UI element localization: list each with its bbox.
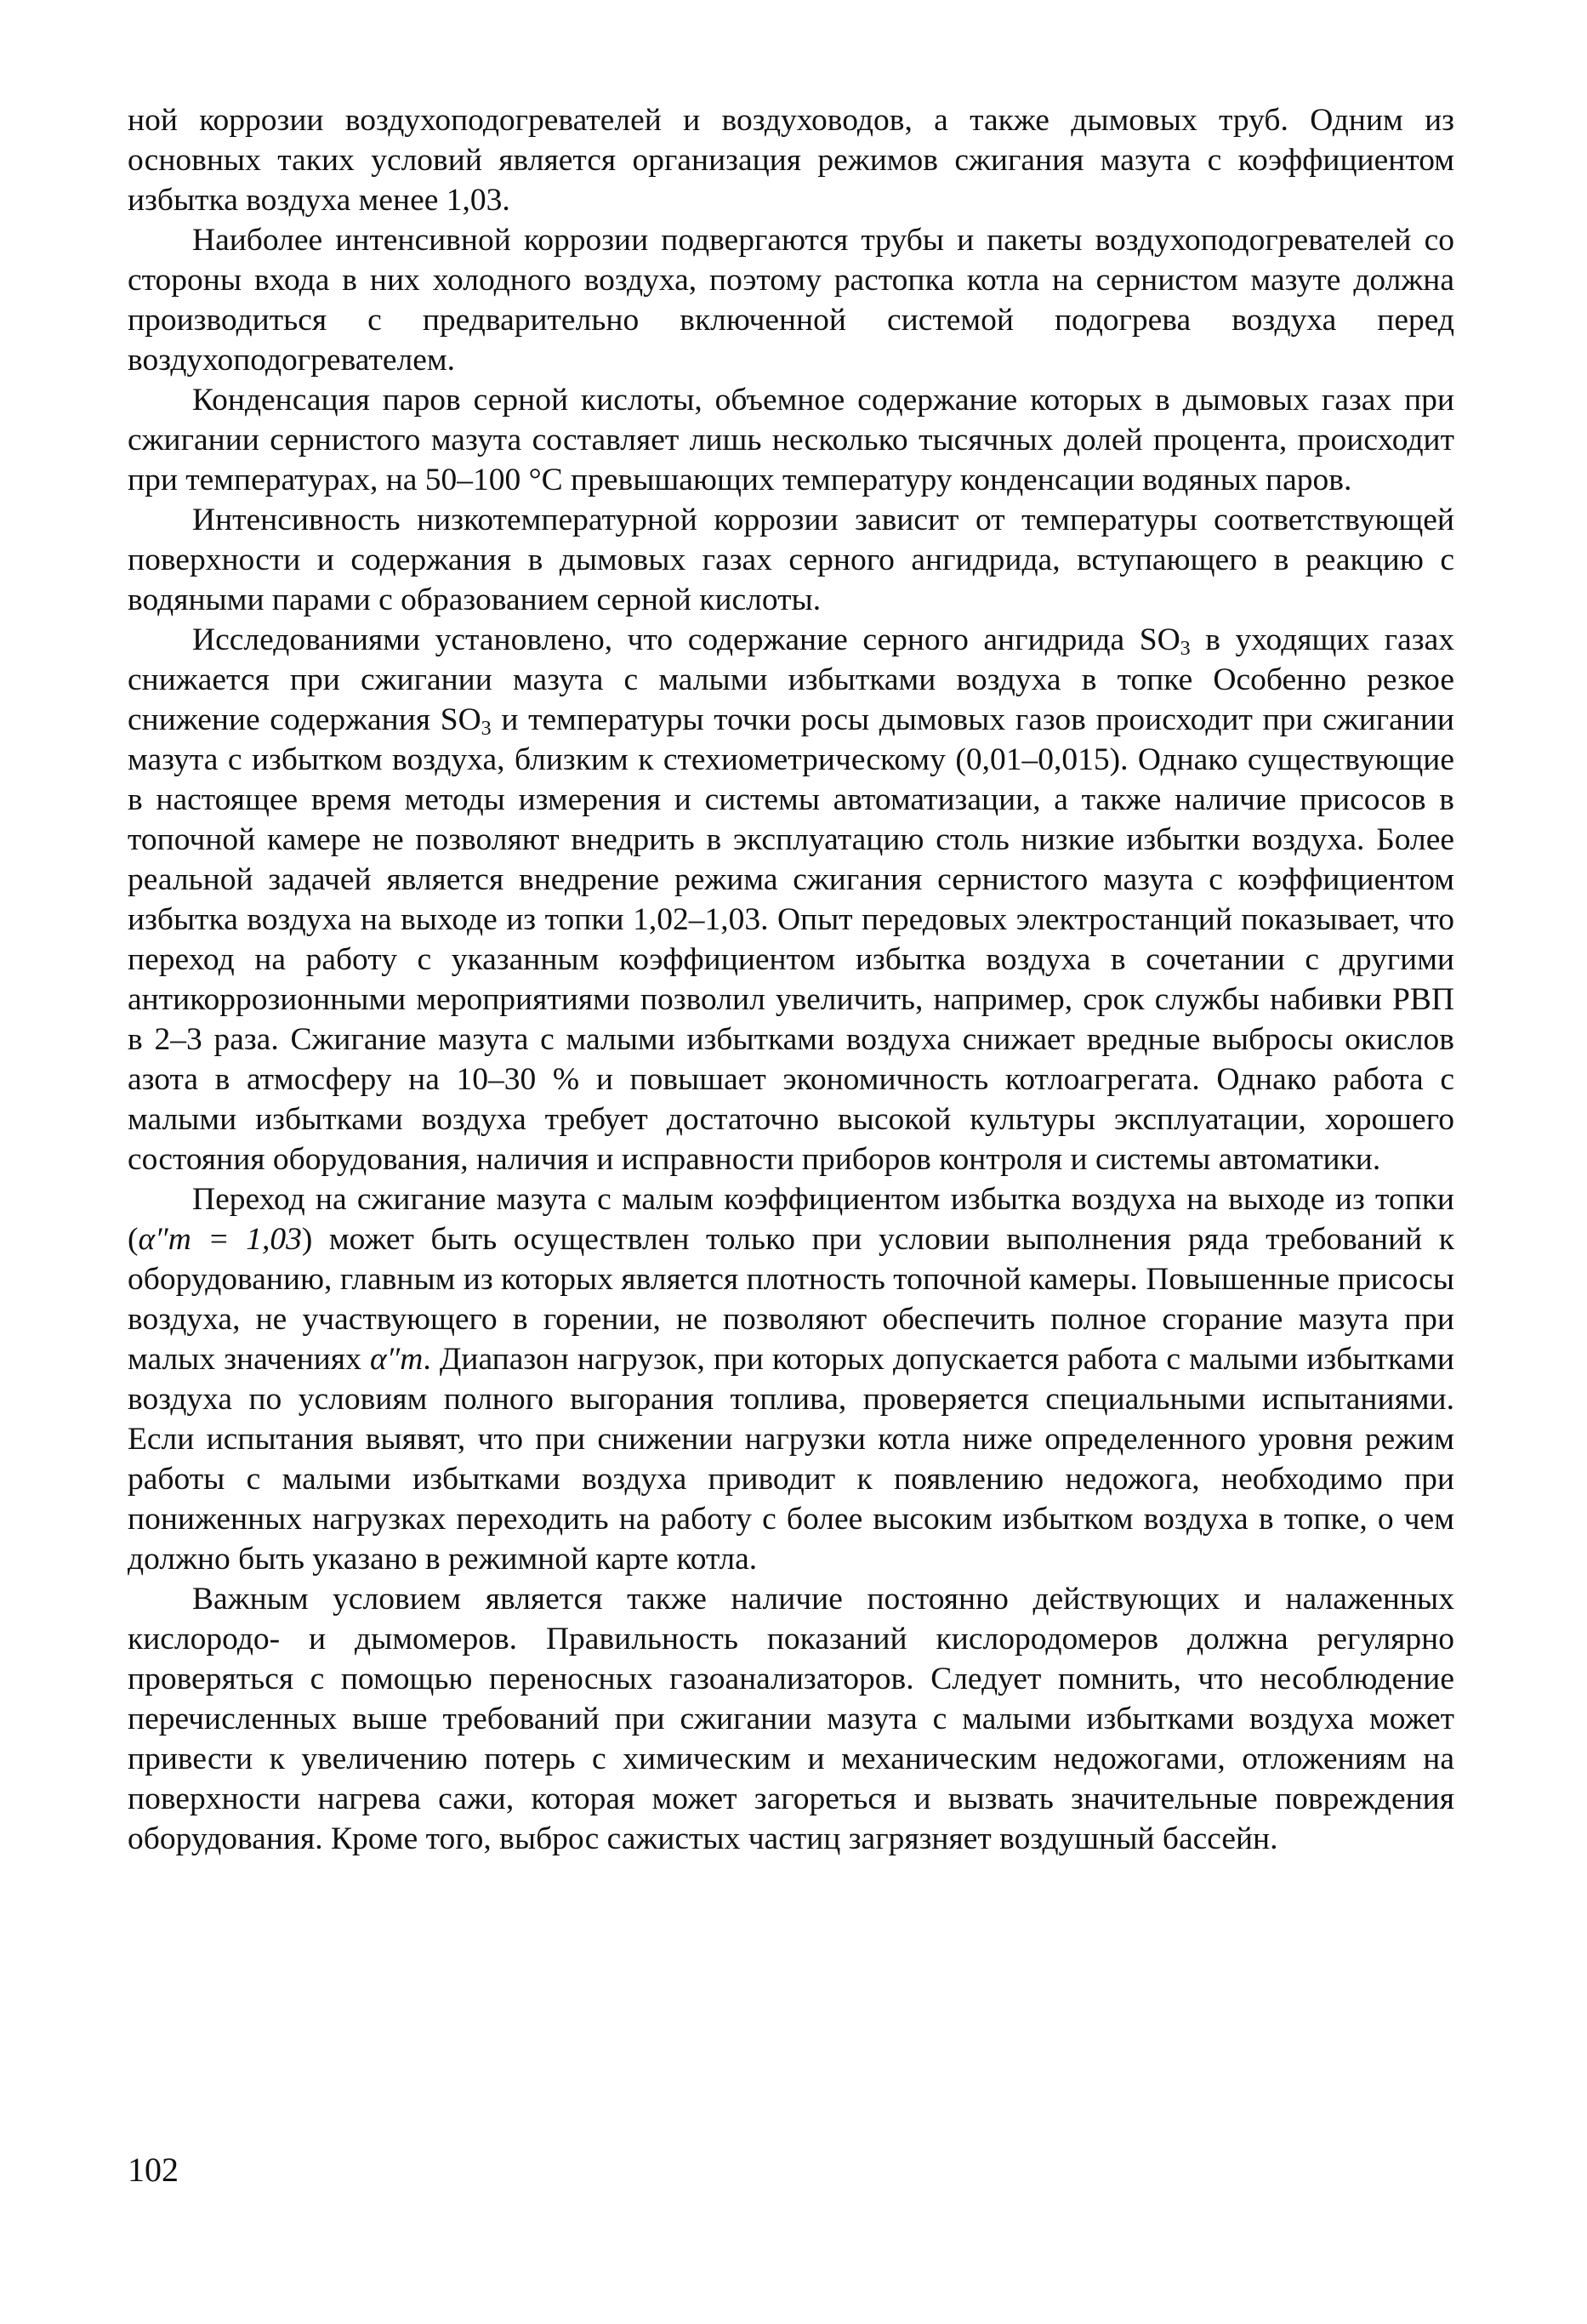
- paragraph-continuation: ной коррозии воздухоподогревателей и воздуховодов, а также дымовых труб. Одним из основных таких условий является организация режимов сжигания мазута с коэффициентом избытка воздуха менее 1,03.: [128, 103, 1454, 218]
- text-span: Исследованиями установлено, что содержание серного ангидрида SO: [192, 622, 1180, 657]
- paragraph-corrosion-air-heaters: Наиболее интенсивной коррозии подвергаются трубы и пакеты воздухоподогревателей со стороны входа в них холодного воздуха, поэтому растопка котла на сернистом мазуте должна производиться с предварительно включенной системой подогрева воздуха перед воздухоподогревателем.: [128, 223, 1454, 378]
- text-span: . Диапазон нагрузок, при которых допускается работа с малыми избытками воздуха по условиям полного выгорания топлива, проверяется специальными испытаниями. Если испытания выявят, что при снижении нагрузки котла ниже определенного уровня режим работы с малыми избытками воздуха приводит к появлению недожога, необходимо при пониженных нагрузках переходить на работу с более высоким избытком воздуха в топке, о чем должно быть указано в режимной карте котла.: [128, 1342, 1454, 1577]
- text-span: в уходящих газах снижается при сжигании мазута с малыми избытками воздуха в топке Особенно резкое снижение содержания SO: [128, 622, 1454, 737]
- page-body: [128, 100, 1454, 1859]
- subscript: 3: [1180, 638, 1191, 660]
- paragraph-corrosion-intensity: Интенсивность низкотемпературной коррозии зависит от температуры соответствующей поверхности и содержания в дымовых газах серного ангидрида, вступающего в реакцию с водяными парами с образованием серной кислоты.: [128, 503, 1454, 617]
- paragraph-sulfuric-acid-condensation: Конденсация паров серной кислоты, объемное содержание которых в дымовых газах при сжигании сернистого мазута составляет лишь несколько тысячных долей процента, происходит при температурах, на 50–100 °С превышающих температуру конденсации водяных паров.: [128, 383, 1454, 497]
- page-number: 102: [128, 2151, 179, 2189]
- subscript: 3: [481, 718, 492, 740]
- paragraph-low-excess-air-transition: [128, 1179, 1454, 1579]
- paragraph-oxygen-meters: Важным условием является также наличие постоянно действующих и налаженных кислородо- и дымомеров. Правильность показаний кислородомеров должна регулярно проверяться с помощью переносных газоанализаторов. Следует помнить, что несоблюдение перечисленных выше требований при сжигании мазута с малыми избытками воздуха может привести к увеличению потерь с химическим и механическим недожогами, отложениям на поверхности нагрева сажи, которая может загореться и вызвать значительные повреждения оборудования. Кроме того, выброс сажистых частиц загрязняет воздушный бассейн.: [128, 1582, 1454, 1856]
- formula-alpha: α″т = 1,03: [138, 1222, 302, 1257]
- text-span: ) может быть осуществлен только при условии выполнения ряда требований к оборудованию, главным из которых является плотность топочной камеры. Повышенные присосы воздуха, не участвующего в горении, не позволяют обеспечить полное сгорание мазута при малых значениях: [128, 1222, 1454, 1377]
- text-span: и температуры точки росы дымовых газов происходит при сжигании мазута с избытком воздуха, близким к стехиометрическому (0,01–0,015). Однако существующие в настоящее время методы измерения и системы автоматизации, а также наличие присосов в топочной камере не позволяют внедрить в эксплуатацию столь низкие избытки воздуха. Более реальной задачей является внедрение режима сжигания сернистого мазута с коэффициентом избытка воздуха на выходе из топки 1,02–1,03. Опыт передовых электростанций показывает, что переход на работу с указанным коэффициентом избытка воздуха в сочетании с другими антикоррозионными мероприятиями позволил увеличить, например, срок службы набивки РВП в 2–3 раза. Сжигание мазута с малыми избытками воздуха снижает вредные выбросы окислов азота в атмосферу на 10–30 % и повышает экономичность котлоагрегата. Однако работа с малыми избытками воздуха требует достаточно высокой культуры эксплуатации, хорошего состояния оборудования, наличия и исправности приборов контроля и системы автоматики.: [128, 702, 1454, 1177]
- text-span: Переход на сжигание мазута с малым коэффициентом избытка воздуха на выходе из топки (: [128, 1182, 1454, 1257]
- paragraph-so3-research: [128, 620, 1454, 1179]
- formula-alpha: α″т: [369, 1342, 424, 1377]
